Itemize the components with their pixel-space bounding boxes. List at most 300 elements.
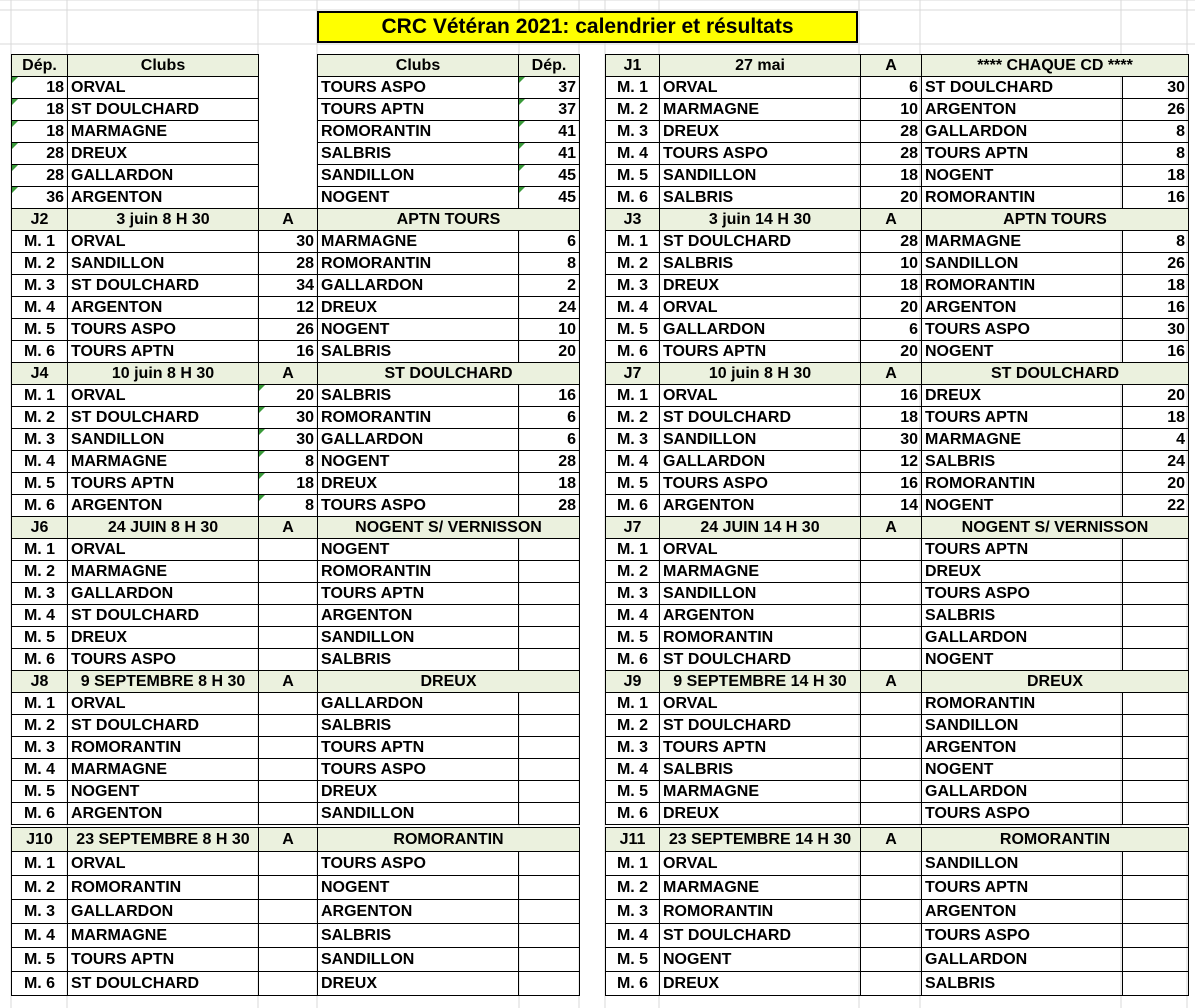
match-row [606,275,1189,297]
match-row [12,297,580,319]
home-team: SANDILLON [660,165,861,187]
home-score: 12 [259,297,318,319]
match-number: M. 2 [12,253,68,275]
home-team: ORVAL [660,539,861,561]
home-score [861,627,922,649]
home-team: ST DOULCHARD [68,715,259,737]
match-row [12,876,580,900]
away-score [519,781,580,803]
match-row [12,605,580,627]
away-team: ROMORANTIN [318,253,519,275]
home-team: TOURS APTN [68,948,259,972]
match-row [606,583,1189,605]
match-number: M. 2 [606,715,660,737]
home-score [861,693,922,715]
away-team: SALBRIS [922,605,1123,627]
match-number: M. 6 [12,341,68,363]
page-title: CRC Vétéran 2021: calendrier et résultats [317,11,858,43]
match-number: M. 5 [606,319,660,341]
match-number: M. 5 [12,627,68,649]
home-score: 28 [259,253,318,275]
home-score: 8 [259,495,318,517]
away-score [1123,759,1189,781]
home-score: 20 [861,297,922,319]
match-number: M. 6 [12,972,68,996]
away-score [1123,715,1189,737]
round-block-j10 [11,827,580,996]
home-team: ORVAL [660,77,861,99]
home-team: GALLARDON [660,319,861,341]
away-team: ROMORANTIN [922,275,1123,297]
match-number: M. 2 [606,876,660,900]
match-row [12,583,580,605]
away-score: 6 [519,407,580,429]
away-team: SALBRIS [318,341,519,363]
away-team: ARGENTON [318,900,519,924]
home-score: 28 [861,231,922,253]
home-score [861,561,922,583]
home-team: ARGENTON [660,605,861,627]
match-row [12,451,580,473]
away-team: SALBRIS [922,451,1123,473]
match-number: M. 5 [606,948,660,972]
round-number: J9 [606,671,660,693]
home-score: 16 [861,385,922,407]
match-number: M. 1 [12,231,68,253]
match-row [606,231,1189,253]
round-date: 10 juin 8 H 30 [68,363,259,385]
match-number: M. 1 [606,385,660,407]
round-date: 9 SEPTEMBRE 14 H 30 [660,671,861,693]
away-score: 20 [519,341,580,363]
club-departement: 41 [519,121,580,143]
away-team: TOURS ASPO [922,583,1123,605]
match-row [606,143,1189,165]
away-score: 30 [1123,319,1189,341]
home-score: 30 [259,407,318,429]
home-score: 26 [259,319,318,341]
match-row [12,319,580,341]
home-score: 16 [861,473,922,495]
round-a-label: A [861,828,922,852]
home-score [259,605,318,627]
match-number: M. 1 [12,852,68,876]
match-row [606,473,1189,495]
round-header-row [606,517,1189,539]
round-a-label: A [259,517,318,539]
away-score [519,649,580,671]
club-departement: 37 [519,77,580,99]
club-departement: 41 [519,143,580,165]
match-number: M. 4 [606,924,660,948]
away-team: DREUX [922,561,1123,583]
home-score [259,539,318,561]
away-score: 10 [519,319,580,341]
away-team: ROMORANTIN [922,693,1123,715]
match-row [606,451,1189,473]
home-score [861,583,922,605]
round-block-j7 [605,362,1189,517]
match-number: M. 5 [606,473,660,495]
away-team: TOURS ASPO [318,759,519,781]
match-row [606,165,1189,187]
away-team: GALLARDON [922,948,1123,972]
club-departement: 18 [12,121,68,143]
home-score [259,852,318,876]
home-score [259,803,318,825]
home-score [259,737,318,759]
home-team: NOGENT [660,948,861,972]
match-number: M. 1 [606,77,660,99]
round-venue: **** CHAQUE CD **** [922,55,1189,77]
away-team: SANDILLON [318,627,519,649]
away-score: 18 [519,473,580,495]
match-row [12,627,580,649]
home-team: TOURS APTN [68,473,259,495]
match-row [12,407,580,429]
away-score [519,972,580,996]
match-number: M. 3 [606,737,660,759]
away-score [519,561,580,583]
away-team: GALLARDON [922,627,1123,649]
home-score [259,693,318,715]
match-row [606,121,1189,143]
match-number: M. 3 [12,429,68,451]
away-team: NOGENT [318,451,519,473]
home-team: ARGENTON [660,495,861,517]
round-header-row [12,517,580,539]
match-number: M. 1 [606,693,660,715]
away-team: DREUX [318,781,519,803]
match-number: M. 1 [12,693,68,715]
match-number: M. 3 [606,275,660,297]
home-score [259,972,318,996]
round-a-label: A [861,363,922,385]
round-number: J10 [12,828,68,852]
match-number: M. 4 [12,924,68,948]
match-row [12,561,580,583]
match-number: M. 5 [12,781,68,803]
away-team: NOGENT [318,876,519,900]
away-score [519,715,580,737]
away-team: SALBRIS [318,715,519,737]
away-team: SALBRIS [318,385,519,407]
away-score: 2 [519,275,580,297]
match-row [12,253,580,275]
home-team: SANDILLON [660,583,861,605]
match-row [606,495,1189,517]
away-score [519,627,580,649]
round-header-row [12,209,580,231]
away-team: GALLARDON [318,693,519,715]
home-team: ST DOULCHARD [68,972,259,996]
away-team: SALBRIS [318,649,519,671]
round-header-row [606,671,1189,693]
home-score [861,852,922,876]
away-team: TOURS ASPO [922,803,1123,825]
home-team: SANDILLON [68,253,259,275]
home-score: 18 [861,165,922,187]
club-row [12,165,259,187]
away-team: NOGENT [922,759,1123,781]
away-team: DREUX [318,297,519,319]
clubs-header: Clubs [68,55,259,77]
round-block-j2 [11,208,580,363]
away-score: 8 [519,253,580,275]
away-score [1123,852,1189,876]
away-score: 26 [1123,99,1189,121]
away-score [519,583,580,605]
away-score [519,605,580,627]
home-score [259,781,318,803]
home-score [259,715,318,737]
away-score: 8 [1123,231,1189,253]
away-score [1123,803,1189,825]
club-name: GALLARDON [68,165,259,187]
round-venue: ROMORANTIN [922,828,1189,852]
round-block-j3 [605,208,1189,363]
home-score [861,759,922,781]
away-team: ROMORANTIN [922,473,1123,495]
match-number: M. 5 [606,165,660,187]
match-number: M. 1 [606,231,660,253]
home-team: DREUX [68,627,259,649]
match-row [606,948,1189,972]
round-date: 23 SEPTEMBRE 8 H 30 [68,828,259,852]
home-team: DREUX [660,972,861,996]
round-a-label: A [259,363,318,385]
home-score [861,649,922,671]
match-number: M. 3 [606,900,660,924]
home-team: TOURS APTN [660,341,861,363]
home-team: ST DOULCHARD [68,605,259,627]
away-team: TOURS APTN [922,143,1123,165]
round-date: 23 SEPTEMBRE 14 H 30 [660,828,861,852]
home-team: MARMAGNE [68,561,259,583]
round-venue: DREUX [318,671,580,693]
away-team: ROMORANTIN [318,407,519,429]
match-number: M. 4 [12,759,68,781]
round-header-row [12,363,580,385]
match-row [606,737,1189,759]
away-score: 8 [1123,121,1189,143]
away-score: 28 [519,451,580,473]
home-team: GALLARDON [68,900,259,924]
away-team: MARMAGNE [922,231,1123,253]
match-row [12,900,580,924]
match-number: M. 2 [12,407,68,429]
away-team: NOGENT [318,539,519,561]
away-score: 16 [519,385,580,407]
club-row [12,143,259,165]
round-date: 27 mai [660,55,861,77]
match-row [12,852,580,876]
club-row [12,99,259,121]
away-team: MARMAGNE [318,231,519,253]
away-team: SANDILLON [318,948,519,972]
away-score: 16 [1123,341,1189,363]
match-row [606,319,1189,341]
home-team: ST DOULCHARD [660,924,861,948]
away-score [519,759,580,781]
home-team: ORVAL [660,385,861,407]
match-row [606,429,1189,451]
club-name: TOURS APTN [318,99,519,121]
away-team: TOURS APTN [922,539,1123,561]
home-score: 18 [861,275,922,297]
home-team: MARMAGNE [660,561,861,583]
match-row [12,429,580,451]
round-header-row [606,363,1189,385]
round-block-j11 [605,827,1189,996]
home-score: 30 [259,231,318,253]
home-score: 6 [861,77,922,99]
club-row [318,187,580,209]
club-name: DREUX [68,143,259,165]
match-number: M. 5 [12,473,68,495]
match-row [12,275,580,297]
home-score [259,583,318,605]
home-score [259,649,318,671]
match-row [606,693,1189,715]
round-number: J4 [12,363,68,385]
round-number: J7 [606,517,660,539]
home-team: ORVAL [68,385,259,407]
round-number: J1 [606,55,660,77]
clubs-table-right [317,54,580,209]
round-block-j4 [11,362,580,517]
home-team: ORVAL [660,693,861,715]
match-row [606,187,1189,209]
match-row [606,297,1189,319]
match-number: M. 2 [606,407,660,429]
match-number: M. 3 [12,275,68,297]
round-number: J2 [12,209,68,231]
match-number: M. 1 [12,385,68,407]
away-team: ST DOULCHARD [922,77,1123,99]
home-team: ORVAL [660,852,861,876]
match-row [606,561,1189,583]
round-date: 3 juin 14 H 30 [660,209,861,231]
home-score [259,627,318,649]
round-block-j9 [605,670,1189,825]
club-departement: 37 [519,99,580,121]
home-team: TOURS ASPO [68,649,259,671]
home-team: ORVAL [68,693,259,715]
match-row [606,715,1189,737]
home-score [861,948,922,972]
home-team: ARGENTON [68,803,259,825]
home-team: GALLARDON [660,451,861,473]
away-score [1123,605,1189,627]
club-departement: 18 [12,99,68,121]
round-venue: ST DOULCHARD [318,363,580,385]
match-row [606,924,1189,948]
round-block-j7 [605,516,1189,671]
round-number: J11 [606,828,660,852]
home-score: 34 [259,275,318,297]
round-number: J6 [12,517,68,539]
away-team: DREUX [318,473,519,495]
away-score: 4 [1123,429,1189,451]
home-score: 30 [259,429,318,451]
match-row [12,948,580,972]
match-row [606,900,1189,924]
away-team: NOGENT [922,649,1123,671]
home-team: MARMAGNE [68,451,259,473]
match-row [606,781,1189,803]
match-row [606,876,1189,900]
away-score: 18 [1123,165,1189,187]
home-team: ORVAL [68,852,259,876]
home-score [861,737,922,759]
match-number: M. 6 [606,972,660,996]
away-score: 30 [1123,77,1189,99]
match-number: M. 5 [606,627,660,649]
home-team: TOURS ASPO [68,319,259,341]
away-team: GALLARDON [922,121,1123,143]
match-number: M. 2 [606,99,660,121]
match-number: M. 4 [606,759,660,781]
away-team: DREUX [318,972,519,996]
match-number: M. 3 [12,900,68,924]
club-row [318,143,580,165]
away-score [1123,781,1189,803]
away-score: 8 [1123,143,1189,165]
round-header-row [606,828,1189,852]
match-row [12,341,580,363]
away-score: 20 [1123,473,1189,495]
home-team: ORVAL [68,539,259,561]
away-score [1123,561,1189,583]
round-header-row [12,828,580,852]
away-team: SANDILLON [922,715,1123,737]
home-score [861,781,922,803]
round-venue: ST DOULCHARD [922,363,1189,385]
home-team: MARMAGNE [660,876,861,900]
match-row [606,253,1189,275]
home-team: ORVAL [660,297,861,319]
away-team: ARGENTON [318,605,519,627]
match-number: M. 1 [606,539,660,561]
home-team: ARGENTON [68,297,259,319]
match-row [606,605,1189,627]
match-row [12,715,580,737]
home-team: ST DOULCHARD [68,275,259,297]
away-team: TOURS ASPO [318,852,519,876]
club-row [12,77,259,99]
match-row [12,972,580,996]
away-team: GALLARDON [318,275,519,297]
club-row [318,77,580,99]
home-score: 18 [259,473,318,495]
match-row [12,693,580,715]
away-team: MARMAGNE [922,429,1123,451]
away-score [1123,583,1189,605]
club-departement: 36 [12,187,68,209]
match-row [606,539,1189,561]
match-row [606,852,1189,876]
home-score: 28 [861,121,922,143]
away-team: SANDILLON [318,803,519,825]
match-row [12,759,580,781]
home-score [861,539,922,561]
home-score: 16 [259,341,318,363]
home-score: 30 [861,429,922,451]
away-score [1123,737,1189,759]
away-score: 18 [1123,275,1189,297]
home-team: SANDILLON [660,429,861,451]
